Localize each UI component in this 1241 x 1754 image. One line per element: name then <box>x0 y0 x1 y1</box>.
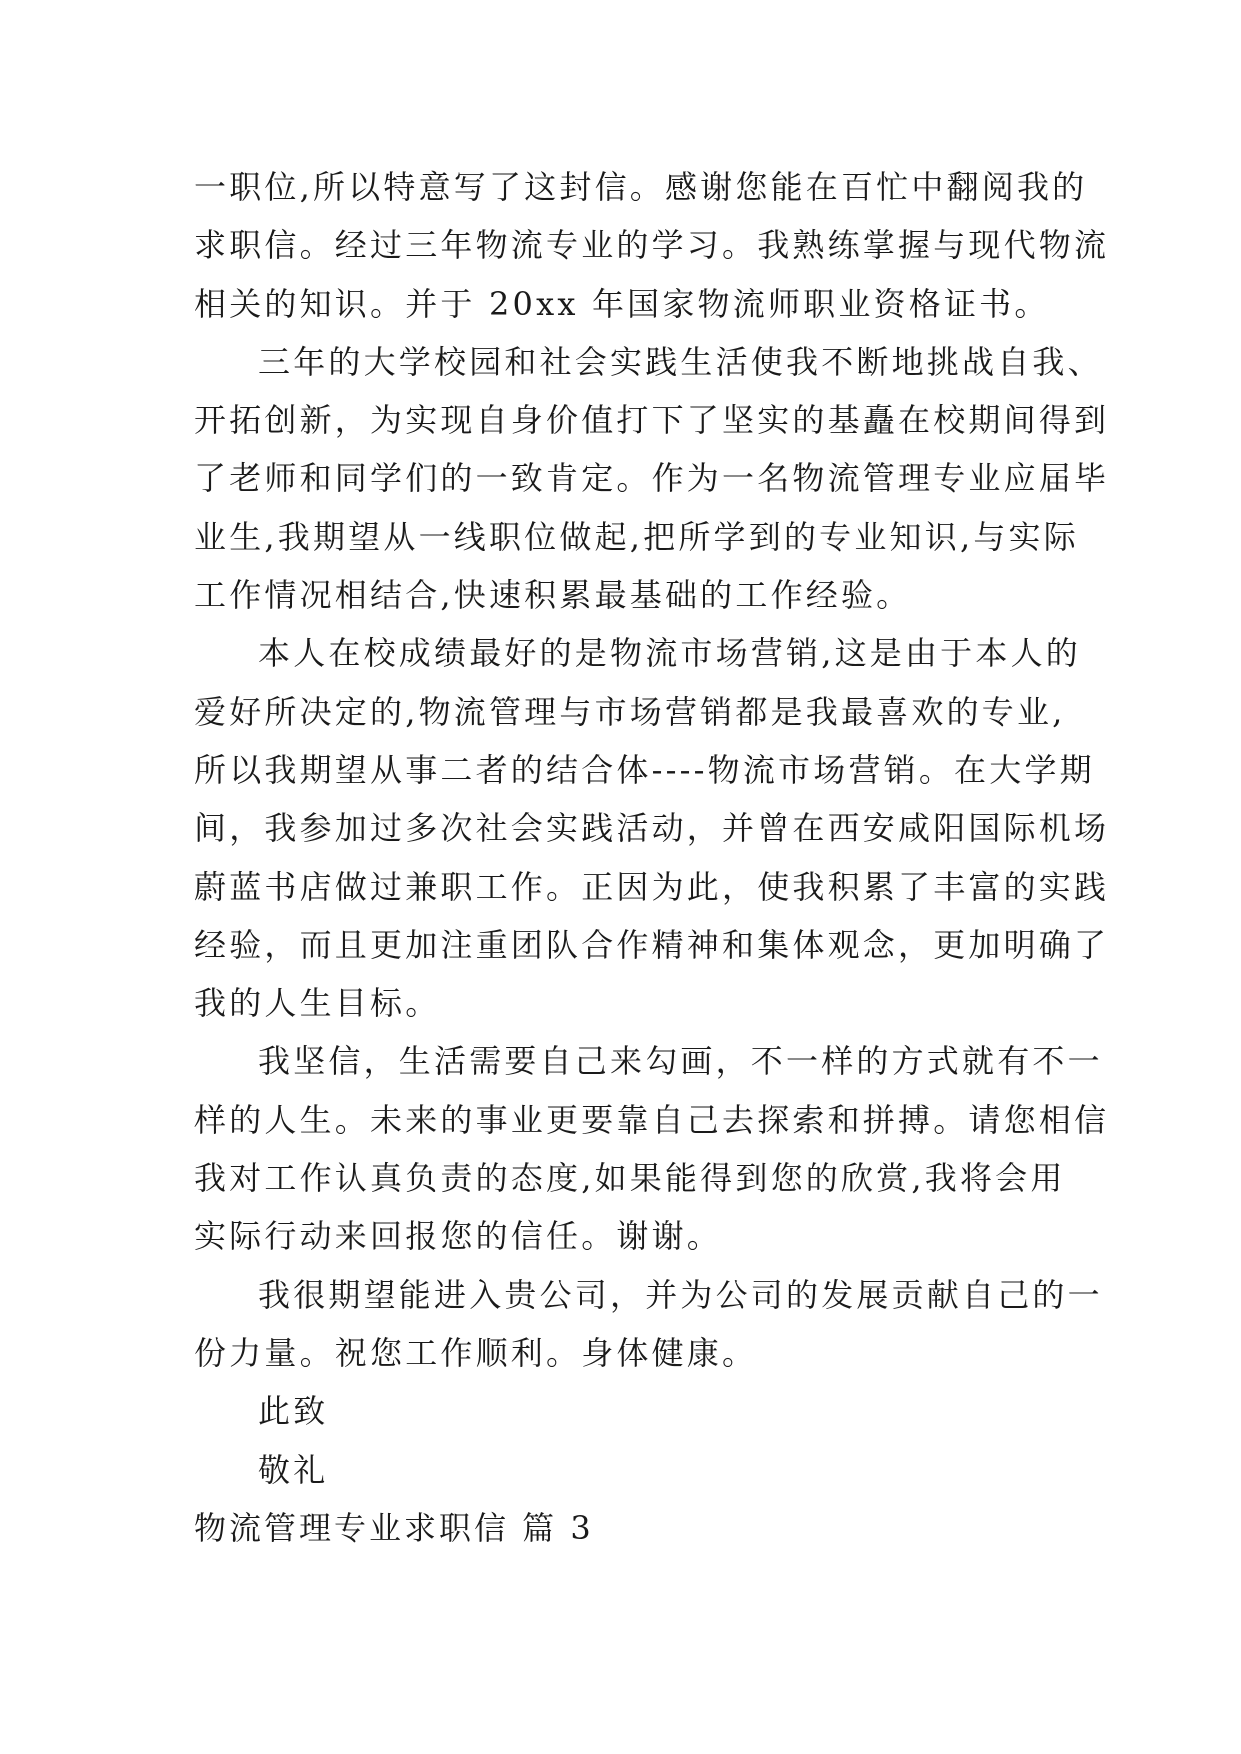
closing-salutation <box>194 1382 1054 1440</box>
text-line: 我的人生目标。 <box>194 984 441 1023</box>
text-line: 实际行动来回报您的信任。谢谢。 <box>194 1217 723 1256</box>
text-line: 我对工作认真负责的态度,如果能得到您的欣赏,我将会用 <box>194 1159 1066 1198</box>
text-line: 了老师和同学们的一致肯定。作为一名物流管理专业应届毕 <box>194 459 1110 498</box>
text-line: 一职位,所以特意写了这封信。感谢您能在百忙中翻阅我的 <box>194 168 1088 206</box>
document-body <box>194 158 1110 1557</box>
closing-regards <box>194 1441 1054 1499</box>
section-title: 物流管理专业求职信 篇 3 <box>194 1508 594 1547</box>
text-line: 工作情况相结合,快速积累最基础的工作经验。 <box>194 576 912 615</box>
paragraph <box>194 158 1110 333</box>
text-line: 业生,我期望从一线职位做起,把所学到的专业知识,与实际 <box>194 517 1079 556</box>
text-line: 我很期望能进入贵公司，并为公司的发展贡献自己的一 <box>258 1275 1103 1314</box>
text-line: 经验，而且更加注重团队合作精神和集体观念，更加明确了 <box>194 925 1110 964</box>
text-line: 相关的知识。并于 20xx 年国家物流师职业资格证书。 <box>194 284 1050 323</box>
text-line: 敬礼 <box>258 1450 329 1489</box>
text-line: 份力量。祝您工作顺利。身体健康。 <box>194 1333 758 1372</box>
text-line: 蔚蓝书店做过兼职工作。正因为此，使我积累了丰富的实践 <box>194 867 1110 906</box>
text-line: 求职信。经过三年物流专业的学习。我熟练掌握与现代物流 <box>194 226 1110 265</box>
text-line: 本人在校成绩最好的是物流市场营销,这是由于本人的 <box>258 634 1081 673</box>
text-line: 所以我期望从事二者的结合体----物流市场营销。在大学期 <box>194 750 1095 789</box>
text-line: 样的人生。未来的事业更要靠自己去探索和拼搏。请您相信 <box>194 1100 1110 1139</box>
text-line: 开拓创新，为实现自身价值打下了坚实的基矗在校期间得到 <box>194 401 1110 440</box>
text-line: 间，我参加过多次社会实践活动，并曾在西安咸阳国际机场 <box>194 809 1110 848</box>
paragraph <box>194 333 1110 624</box>
paragraph <box>194 1266 1103 1383</box>
paragraph <box>194 624 1110 1032</box>
text-line: 我坚信，生活需要自己来勾画，不一样的方式就有不一 <box>258 1042 1103 1081</box>
text-line: 爱好所决定的,物流管理与市场营销都是我最喜欢的专业, <box>194 692 1066 731</box>
paragraph <box>194 1032 1110 1265</box>
text-line: 三年的大学校园和社会实践生活使我不断地挑战自我、 <box>258 342 1103 381</box>
text-line: 此致 <box>258 1392 329 1431</box>
